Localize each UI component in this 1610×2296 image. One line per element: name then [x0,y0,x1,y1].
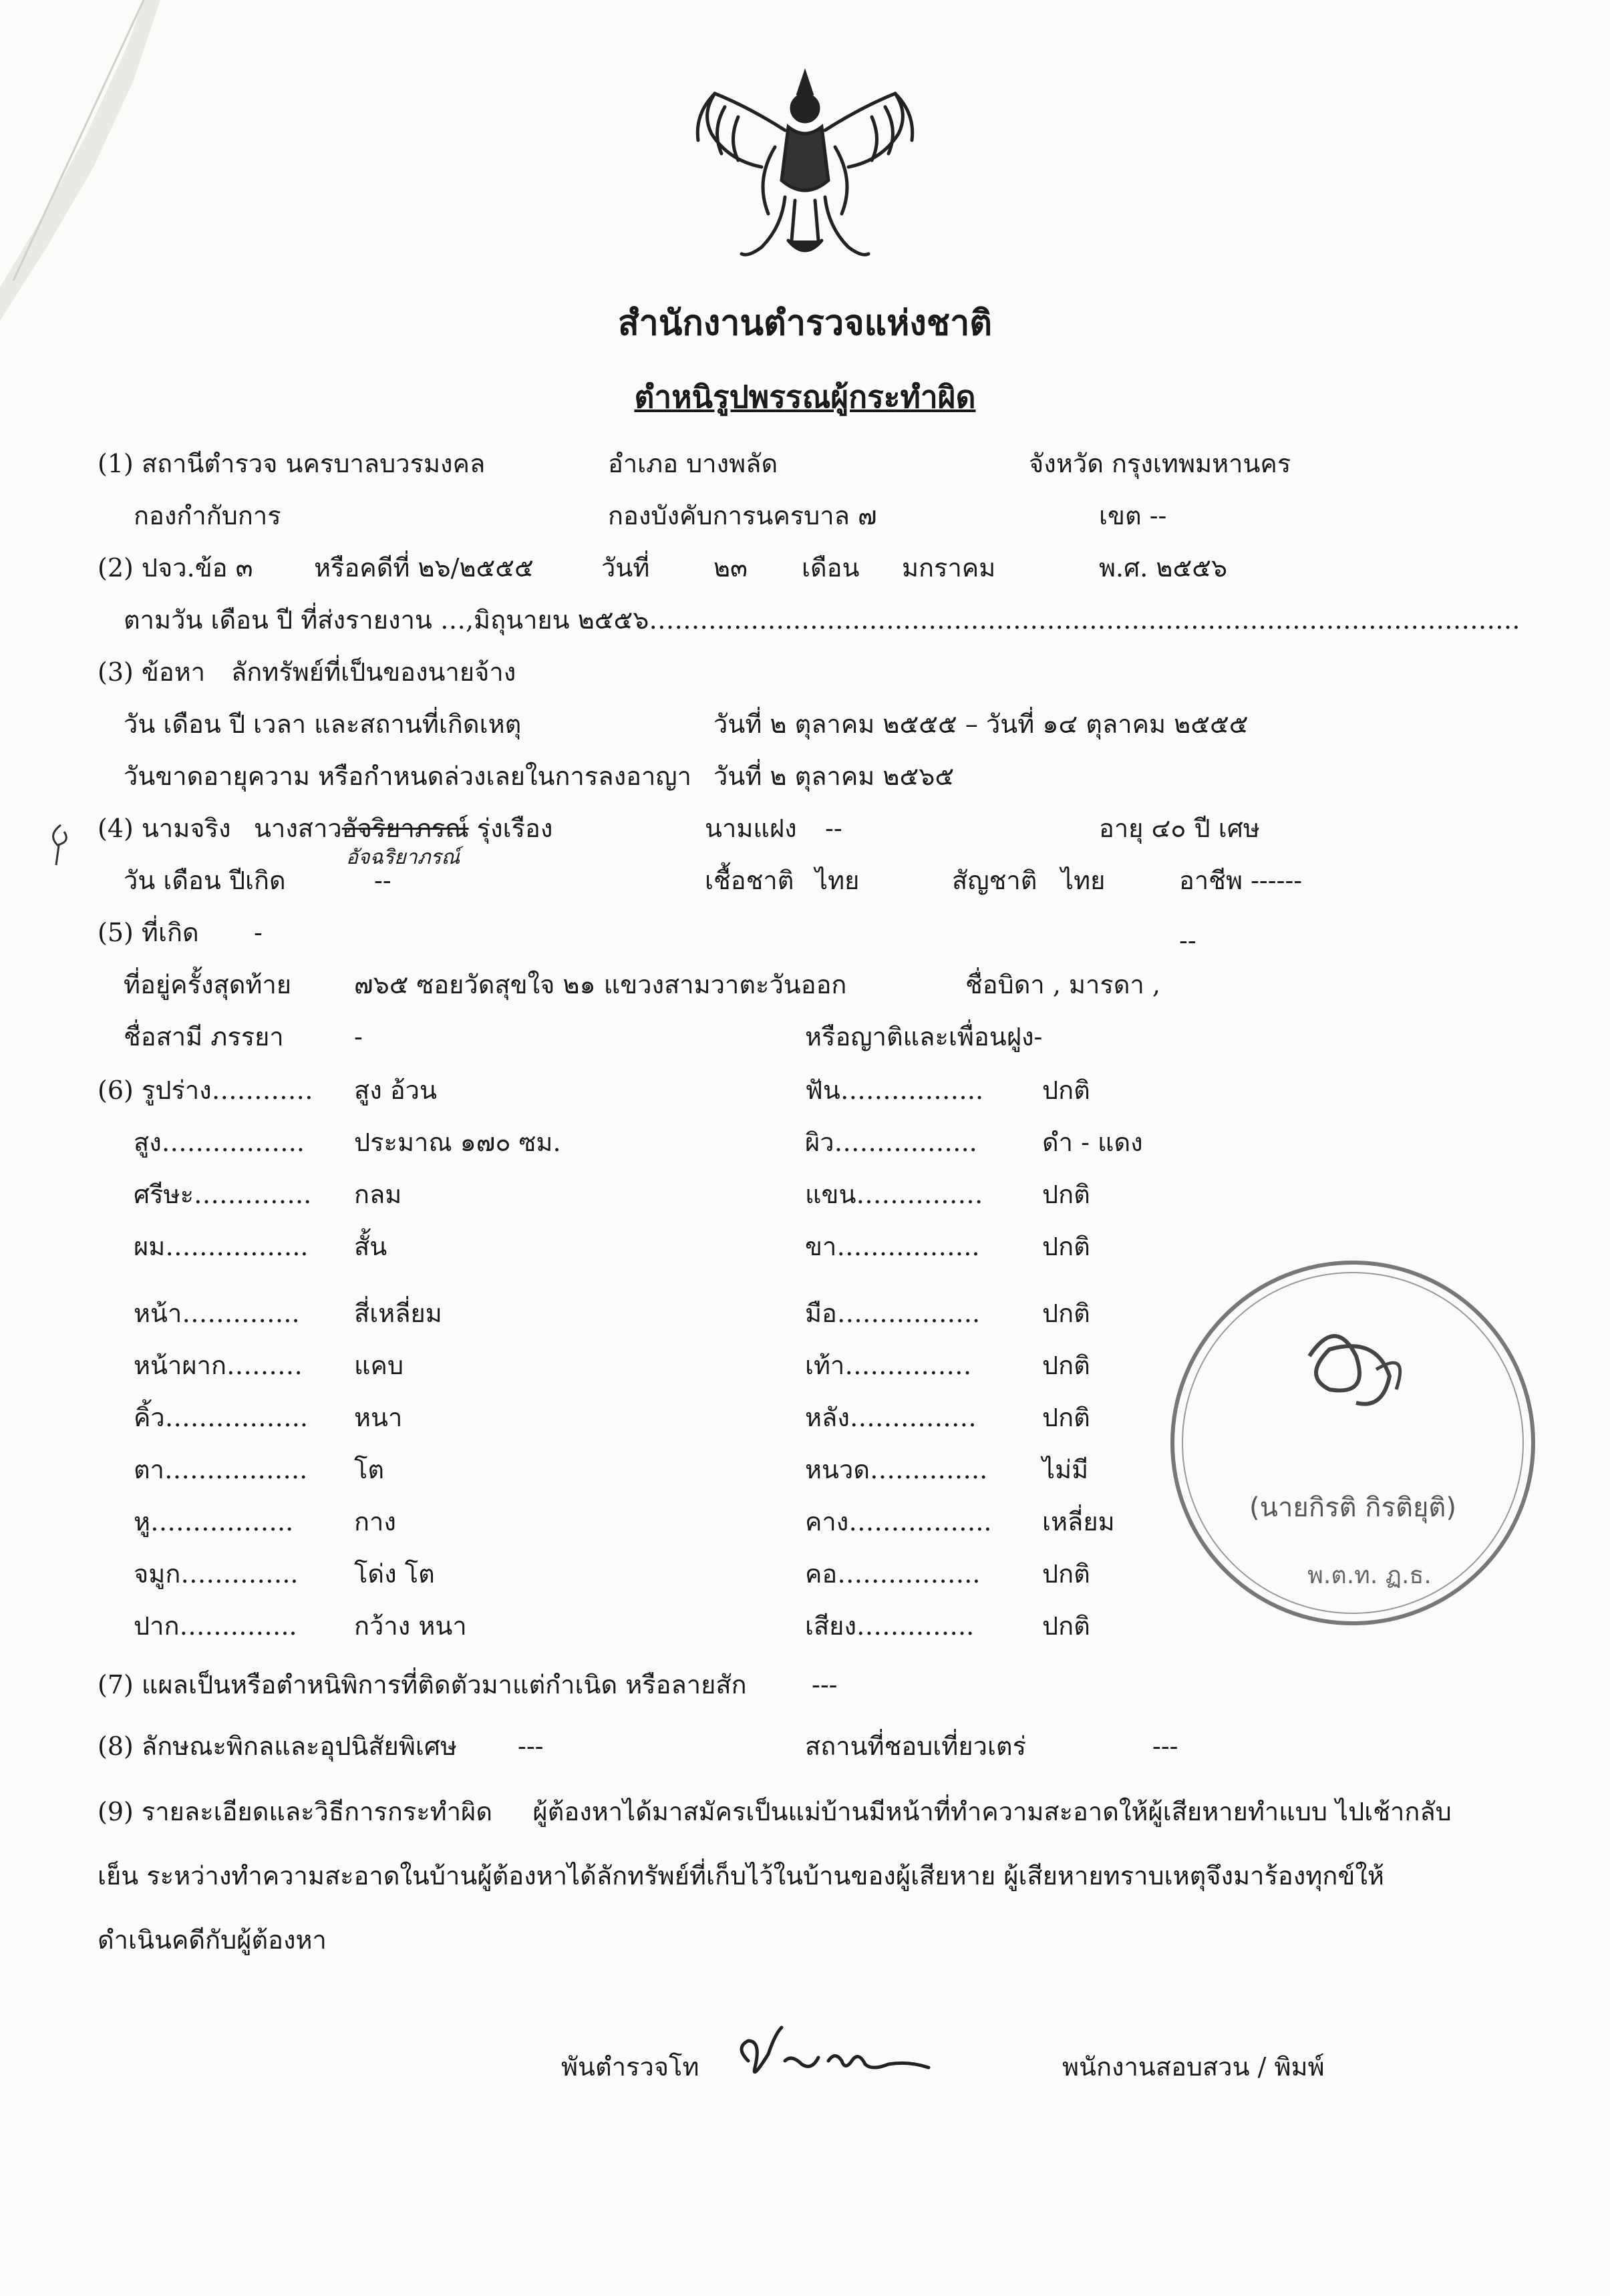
desc-value: ไม่มี [1042,1455,1089,1484]
name-handwritten-correction: อัจฉริยาภรณ์ [346,846,460,869]
margin-mark [44,822,77,868]
command: กองบังคับการนครบาล ๗ [608,501,877,530]
birthplace: - [254,918,263,947]
scars-label: (7) แผลเป็นหรือตำหนิพิการที่ติดตัวมาแต่กำเนิด หรือลายสัก [98,1670,747,1699]
desc-label: ผม…………….. [134,1232,309,1261]
race: ไทย [815,866,860,895]
hangout-label: สถานที่ชอบเที่ยวเตร่ [805,1732,1027,1761]
organization-name: สำนักงานตำรวจแห่งชาติ [617,303,993,343]
desc-label: (6) รูปร่าง………… [98,1076,313,1105]
signer-role: พนักงานสอบสวน / พิมพ์ [1062,2052,1325,2082]
scars-value: --- [812,1670,838,1699]
offense-details [98,1780,1454,1972]
desc-value: เหลี่ยม [1042,1507,1115,1536]
desc-label: แขน…………… [805,1180,983,1209]
pjw-item: (2) ปจว.ข้อ ๓ [98,553,253,583]
desc-value: โด่ง โต [354,1559,435,1589]
desc-label: ปาก………….. [134,1611,297,1641]
desc-label: มือ…………….. [805,1299,981,1328]
desc-label: เท้า…………… [805,1351,972,1380]
dob-label: วัน เดือน ปีเกิด [124,866,286,895]
desc-value: ปกติ [1042,1559,1090,1589]
real-name-label: (4) นามจริง [98,814,231,843]
desc-label: ฟัน…………….. [805,1076,984,1105]
province: จังหวัด กรุงเทพมหานคร [1029,449,1291,478]
desc-value: แคบ [354,1351,404,1380]
desc-value: ปกติ [1042,1403,1090,1432]
incident-date-label: วัน เดือน ปี เวลา และสถานที่เกิดเหตุ [124,709,522,739]
date-month: มกราคม [902,553,996,583]
birthplace-right-dash: -- [1179,926,1196,955]
desc-label: คาง…………….. [805,1507,992,1536]
alias-label: นามแฝง [705,814,797,843]
spouse-label: ชื่อสามี ภรรยา [124,1022,284,1051]
age: อายุ ๔๐ ปี เศษ [1099,814,1260,843]
address: ๗๖๕ ซอยวัดสุขใจ ๒๑ แขวงสามวาตะวันออก [354,970,847,999]
desc-label: หลัง…………… [805,1403,977,1432]
desc-value: ดำ - แดง [1042,1128,1143,1157]
spouse: - [354,1022,363,1051]
hangout-value: --- [1152,1732,1178,1761]
traits-label: (8) ลักษณะพิกลและอุปนิสัยพิเศษ [98,1732,458,1761]
desc-value: ปกติ [1042,1232,1090,1261]
desc-value: หนา [354,1403,403,1432]
incident-date: วันที่ ๒ ตุลาคม ๒๕๕๕ – วันที่ ๑๔ ตุลาคม ๒๕๕๕ [713,709,1249,739]
race-label: เชื้อชาติ [705,866,794,895]
address-label: ที่อยู่ครั้งสุดท้าย [124,970,292,999]
scan-corner-fold [0,0,167,321]
stamp-name: (นายกิรติ กิรติยุติ) [1249,1492,1456,1523]
name-struck: อัจริยาภรณ์ [341,814,469,843]
desc-label: หู…………….. [134,1507,294,1536]
nationality-label: สัญชาติ [952,866,1037,895]
desc-label: คิ้ว…………….. [134,1403,308,1432]
desc-label: ศรีษะ………….. [134,1180,312,1209]
signer-rank: พันตำรวจโท [561,2052,699,2082]
nationality: ไทย [1061,866,1106,895]
relatives-label: หรือญาติและเพื่อนฝูง- [805,1022,1043,1051]
desc-value: กลม [354,1180,402,1209]
occupation: อาชีพ ------ [1179,866,1303,895]
date-year: พ.ศ. ๒๕๕๖ [1099,553,1228,583]
desc-label: หน้า………….. [134,1299,300,1328]
desc-value: ปกติ [1042,1299,1090,1328]
desc-label: หนวด………….. [805,1455,988,1484]
desc-value: ปกติ [1042,1076,1090,1105]
desc-label: สูง…………….. [134,1128,305,1157]
desc-value: สูง อ้วน [354,1076,437,1105]
desc-value: ปกติ [1042,1180,1090,1209]
offense-details-text: ผู้ต้องหาได้มาสมัครเป็นแม่บ้านมีหน้าที่ทำความสะอาดให้ผู้เสียหายทำแบบ ไปเช้ากลับเย็น ระหว่างทำความสะอาดในบ้านผู้ต้องหาได้ลักทรัพย์ที่เก็บไว้ในบ้านของผู้เสียหาย ผู้เสียหายทราบเหตุจึงมาร้องทุกข์ให้ดำเนินคดีกับผู้ต้องหา [98,1797,1452,1955]
desc-value: กว้าง หนา [354,1611,467,1641]
dob: -- [374,866,391,895]
desc-value: ประมาณ ๑๗๐ ซม. [354,1128,561,1157]
desc-label: ผิว…………….. [805,1128,977,1157]
division-label: กองกำกับการ [134,501,281,530]
desc-value: สั้น [354,1232,387,1261]
official-stamp [1156,1243,1550,1643]
expiry-label: วันขาดอายุความ หรือกำหนดล่วงเลยในการลงอาญา [124,762,692,791]
name-prefix: นางสาว [254,814,342,843]
police-station: (1) สถานีตำรวจ นครบาลบวรมงคล [98,449,486,478]
desc-value: กาง [354,1507,396,1536]
district: อำเภอ บางพลัด [608,449,778,478]
zone: เขต -- [1099,501,1167,530]
desc-value: โต [354,1455,385,1484]
desc-label: ขา…………….. [805,1232,980,1261]
desc-label: คอ…………….. [805,1559,981,1589]
offense-details-label: (9) รายละเอียดและวิธีการกระทำผิด [98,1797,493,1826]
desc-value: ปกติ [1042,1611,1090,1641]
birthplace-label: (5) ที่เกิด [98,918,199,947]
parents-label: ชื่อบิดา , มารดา , [965,970,1160,999]
handwritten-signature [728,2014,935,2088]
garuda-emblem-icon [675,67,935,267]
charge-label: (3) ข้อหา [98,657,206,687]
desc-label: เสียง………….. [805,1611,975,1641]
desc-value: สี่เหลี่ยม [354,1299,442,1328]
case-number: หรือคดีที่ ๒๖/๒๕๕๕ [314,553,534,583]
date-month-label: เดือน [802,553,860,583]
traits-value: --- [518,1732,544,1761]
desc-label: หน้าผาก……… [134,1351,303,1380]
expiry-date: วันที่ ๒ ตุลาคม ๒๕๖๕ [713,762,955,791]
charge: ลักทรัพย์ที่เป็นของนายจ้าง [231,657,516,687]
form-title: ตำหนิรูปพรรณผู้กระทำผิด [634,379,976,415]
alias: -- [825,814,842,843]
desc-label: จมูก………….. [134,1559,299,1589]
stamp-bottom: พ.ต.ท. ฏ.ธ. [1307,1562,1432,1589]
desc-value: ปกติ [1042,1351,1090,1380]
report-date-line: ตามวัน เดือน ปี ที่ส่งรายงาน …,มิถุนายน ๒๕๕๖…………………………………………………………………………………………. [124,605,1520,635]
desc-label: ตา…………….. [134,1455,308,1484]
date-day-label: วันที่ [601,553,650,583]
name-last: รุ่งเรือง [468,814,553,843]
date-day: ๒๓ [713,553,748,583]
real-name [254,814,552,843]
